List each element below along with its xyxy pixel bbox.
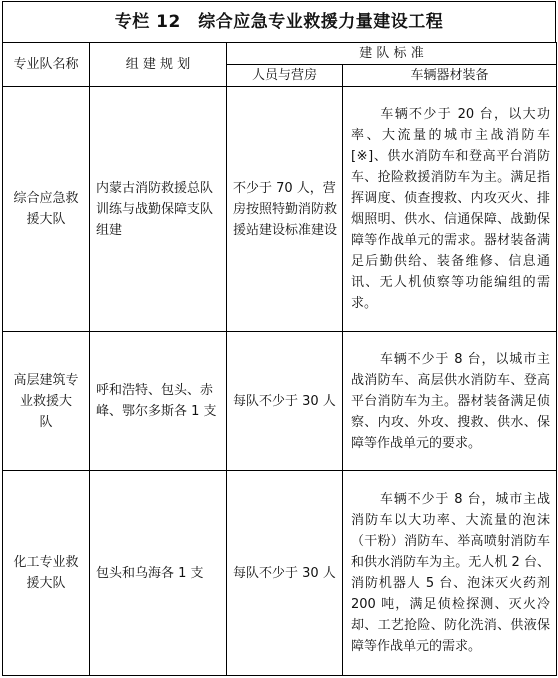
header-plan: 组 建 规 划 bbox=[90, 43, 227, 87]
staff-cell: 每队不少于 30 人 bbox=[227, 332, 343, 471]
staff-cell: 每队不少于 30 人 bbox=[227, 471, 343, 676]
plan-cell: 内蒙古消防救援总队训练与战勤保障支队组建 bbox=[90, 87, 227, 332]
equipment-text: 车辆不少于 8 台，城市主战消防车以大功率、大流量的泡沫（干粉）消防车、举高喷射消防车和供水消防车为主。无人机 2 台、消防机器人 5 台、泡沫灭火药剂 200 吨，满足侦检探测、灭火冷却、工艺抢险、防化洗消、供液保障等作战单元的需求。 bbox=[351, 492, 550, 654]
equipment-cell bbox=[343, 332, 557, 471]
table-row bbox=[3, 87, 557, 332]
team-name-cell: 综合应急救援大队 bbox=[3, 87, 90, 332]
equipment-text: 车辆不少于 20 台，以大功率、大流量的城市主战消防车[※]、供水消防车和登高平台消防车、抢险救援消防车为主。满足指挥调度、侦查搜救、内攻灭火、排烟照明、供水、信通保障、战勤保障等作战单元的需求。器材装备满足后勤供给、装备维修、信息通讯、无人机侦察等功能编组的需求。 bbox=[351, 107, 550, 311]
header-row-1 bbox=[3, 43, 557, 65]
construction-table bbox=[2, 42, 557, 676]
team-name-cell: 高层建筑专业救援大 队 bbox=[3, 332, 90, 471]
header-standard: 建 队 标 准 bbox=[227, 43, 557, 65]
table-title: 专栏 12 综合应急专业救援力量建设工程 bbox=[2, 1, 556, 42]
plan-cell: 包头和乌海各 1 支 bbox=[90, 471, 227, 676]
equipment-cell bbox=[343, 87, 557, 332]
equipment-cell bbox=[343, 471, 557, 676]
document-page bbox=[0, 1, 558, 678]
equipment-text: 车辆不少于 8 台，以城市主战消防车、高层供水消防车、登高平台消防车为主。器材装备满足侦察、内攻、外攻、搜救、供水、保障等作战单元的要求。 bbox=[351, 351, 550, 451]
staff-cell: 不少于 70 人，营房按照特勤消防救援站建设标准建设 bbox=[227, 87, 343, 332]
header-staff: 人员与营房 bbox=[227, 65, 343, 87]
plan-cell: 呼和浩特、包头、赤峰、鄂尔多斯各 1 支 bbox=[90, 332, 227, 471]
table-row bbox=[3, 332, 557, 471]
table-row bbox=[3, 471, 557, 676]
header-team-name: 专业队名称 bbox=[3, 43, 90, 87]
team-name-cell: 化工专业救援大队 bbox=[3, 471, 90, 676]
header-equipment: 车辆器材装备 bbox=[343, 65, 557, 87]
